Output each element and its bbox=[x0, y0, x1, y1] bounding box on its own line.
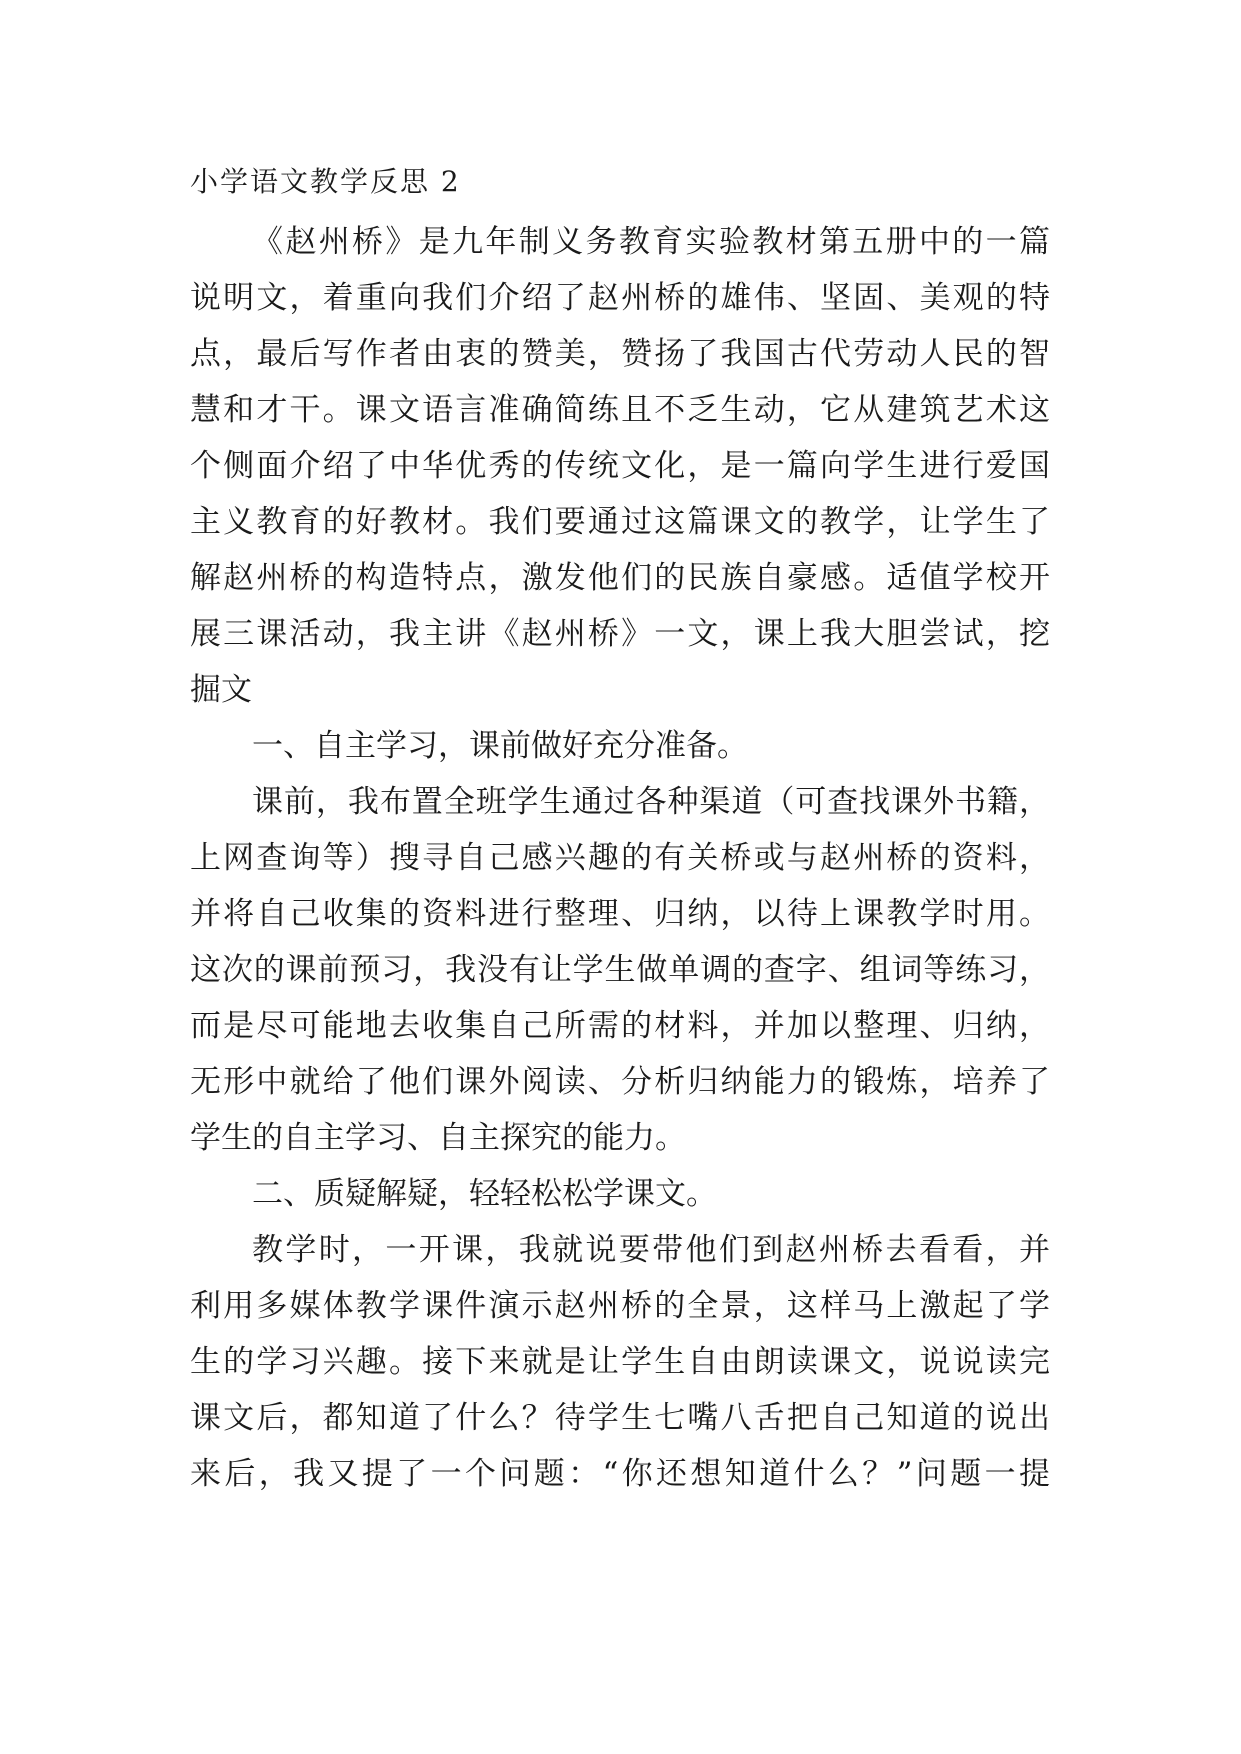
text-line: 点，最后写作者由衷的赞美，赞扬了我国古代劳动人民的智 bbox=[190, 336, 1050, 372]
section-heading: 二、质疑解疑，轻轻松松学课文。 bbox=[252, 1176, 717, 1212]
text-line: 这次的课前预习，我没有让学生做单调的查字、组词等练习， bbox=[190, 952, 1050, 988]
text-line: 解赵州桥的构造特点，激发他们的民族自豪感。适值学校开 bbox=[190, 560, 1050, 596]
text-line: 生的学习兴趣。接下来就是让学生自由朗读课文，说说读完 bbox=[190, 1344, 1050, 1380]
text-line: 学生的自主学习、自主探究的能力。 bbox=[190, 1120, 686, 1156]
text-line: 个侧面介绍了中华优秀的传统文化，是一篇向学生进行爱国 bbox=[190, 448, 1050, 484]
text-line: 来后，我又提了一个问题：“你还想知道什么？”问题一提 bbox=[190, 1456, 1050, 1492]
text-line: 无形中就给了他们课外阅读、分析归纳能力的锻炼，培养了 bbox=[190, 1064, 1050, 1100]
text-line: 课文后，都知道了什么？待学生七嘴八舌把自己知道的说出 bbox=[190, 1400, 1050, 1436]
section-heading: 一、自主学习，课前做好充分准备。 bbox=[252, 728, 748, 764]
document-title: 小学语文教学反思 2 bbox=[190, 165, 461, 198]
text-line: 而是尽可能地去收集自己所需的材料，并加以整理、归纳， bbox=[190, 1008, 1050, 1044]
text-line: 《赵州桥》是九年制义务教育实验教材第五册中的一篇 bbox=[252, 224, 1050, 260]
text-line: 慧和才干。课文语言准确简练且不乏生动，它从建筑艺术这 bbox=[190, 392, 1050, 428]
text-line: 上网查询等）搜寻自己感兴趣的有关桥或与赵州桥的资料， bbox=[190, 840, 1050, 876]
text-line: 展三课活动，我主讲《赵州桥》一文，课上我大胆尝试，挖 bbox=[190, 616, 1050, 652]
text-line: 并将自己收集的资料进行整理、归纳，以待上课教学时用。 bbox=[190, 896, 1050, 932]
text-line: 掘文 bbox=[190, 672, 252, 708]
text-line: 教学时，一开课，我就说要带他们到赵州桥去看看，并 bbox=[252, 1232, 1050, 1268]
text-line: 主义教育的好教材。我们要通过这篇课文的教学，让学生了 bbox=[190, 504, 1050, 540]
text-line: 说明文，着重向我们介绍了赵州桥的雄伟、坚固、美观的特 bbox=[190, 280, 1050, 316]
text-line: 课前，我布置全班学生通过各种渠道（可查找课外书籍， bbox=[252, 784, 1050, 820]
text-line: 利用多媒体教学课件演示赵州桥的全景，这样马上激起了学 bbox=[190, 1288, 1050, 1324]
